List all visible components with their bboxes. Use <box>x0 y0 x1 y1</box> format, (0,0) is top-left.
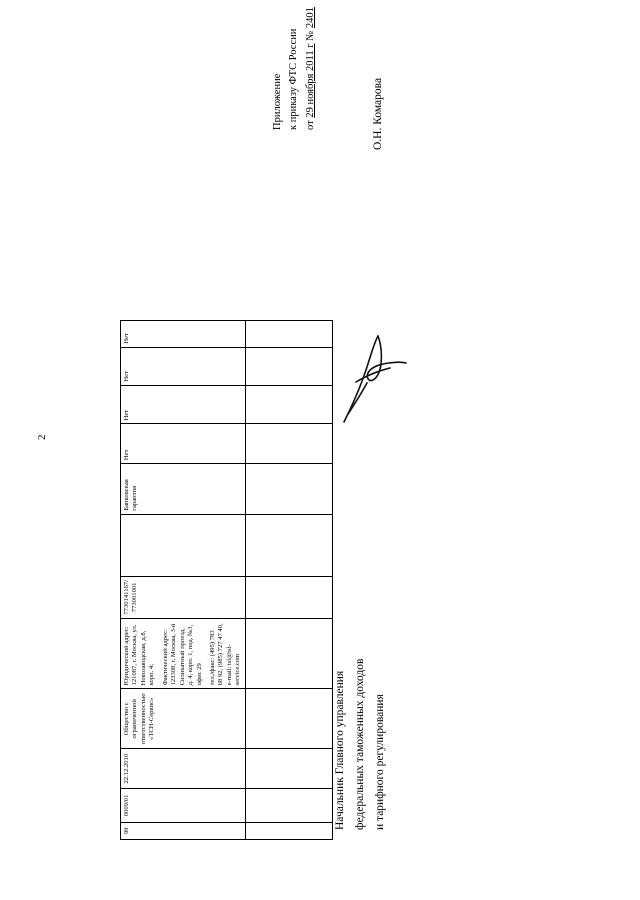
document-header <box>270 0 319 130</box>
table-row <box>246 321 333 840</box>
cell-guarantee-3: Нет <box>121 347 246 385</box>
signer-name: О.Н. Комарова <box>372 77 384 150</box>
cell-guarantee-1: Нет <box>121 424 246 464</box>
cell-blank <box>246 749 333 789</box>
cell-guarantee-header: Банковская гарантия <box>121 464 246 515</box>
header-number-value: 2401 <box>304 7 316 29</box>
header-date-value: 29 ноября 2011 г <box>304 43 316 118</box>
cell-blank <box>246 385 333 424</box>
cell-date: 22.12.2010 <box>121 749 246 789</box>
position-line-1: Начальник Главного управления <box>334 670 346 830</box>
cell-blank <box>246 576 333 619</box>
position-line-2: федеральных таможенных доходов <box>354 658 367 830</box>
address-actual: Фактический адрес: 123308, г. Москва, 3-й Силикатный проезд, д. 4, корп. 1, под. №3, офис 29 <box>161 623 203 686</box>
cell-blank <box>246 424 333 464</box>
cell-blank <box>246 464 333 515</box>
cell-inn-kpp: 7730141167/ 773001001 <box>121 576 246 619</box>
header-line-appendix: Приложение <box>272 73 283 130</box>
registry-table <box>120 320 333 840</box>
cell-org-name: Общество с ограниченной ответственностью «ТСН-Сервис» <box>121 689 246 749</box>
header-line-order: к приказу ФТС России <box>288 28 300 130</box>
cell-blank <box>246 347 333 385</box>
header-line-date <box>303 0 319 130</box>
header-number-label: № <box>304 30 316 41</box>
handwritten-signature-icon <box>326 310 416 430</box>
page-number: 2 <box>36 434 48 440</box>
cell-blank <box>246 789 333 823</box>
cell-num: 99 <box>121 822 246 839</box>
cell-cert-number: 0009/01 <box>121 789 246 823</box>
address-contacts: тел./факс: (495) 783 68 92, (985) 727 47 40, e-mail: tsl@tsl-service.com <box>208 623 242 686</box>
cell-blank <box>246 321 333 348</box>
cell-guarantee-4: Нет <box>121 321 246 348</box>
header-date-prefix: от <box>304 120 316 130</box>
signature-position-block <box>330 530 390 830</box>
position-line-3: и тарифного регулирования <box>374 694 387 830</box>
cell-blank <box>246 619 333 689</box>
cell-blank <box>246 514 333 576</box>
cell-blank <box>246 822 333 839</box>
cell-empty-1 <box>121 514 246 576</box>
table-row <box>121 321 246 840</box>
cell-addresses <box>121 619 246 689</box>
cell-blank <box>246 689 333 749</box>
cell-guarantee-2: Нет <box>121 385 246 424</box>
registry-table-wrapper <box>120 320 333 840</box>
address-legal: Юридический адрес: 121087, г. Москва, ул. Новозаводская, д.8, корп. 4; <box>123 624 156 686</box>
